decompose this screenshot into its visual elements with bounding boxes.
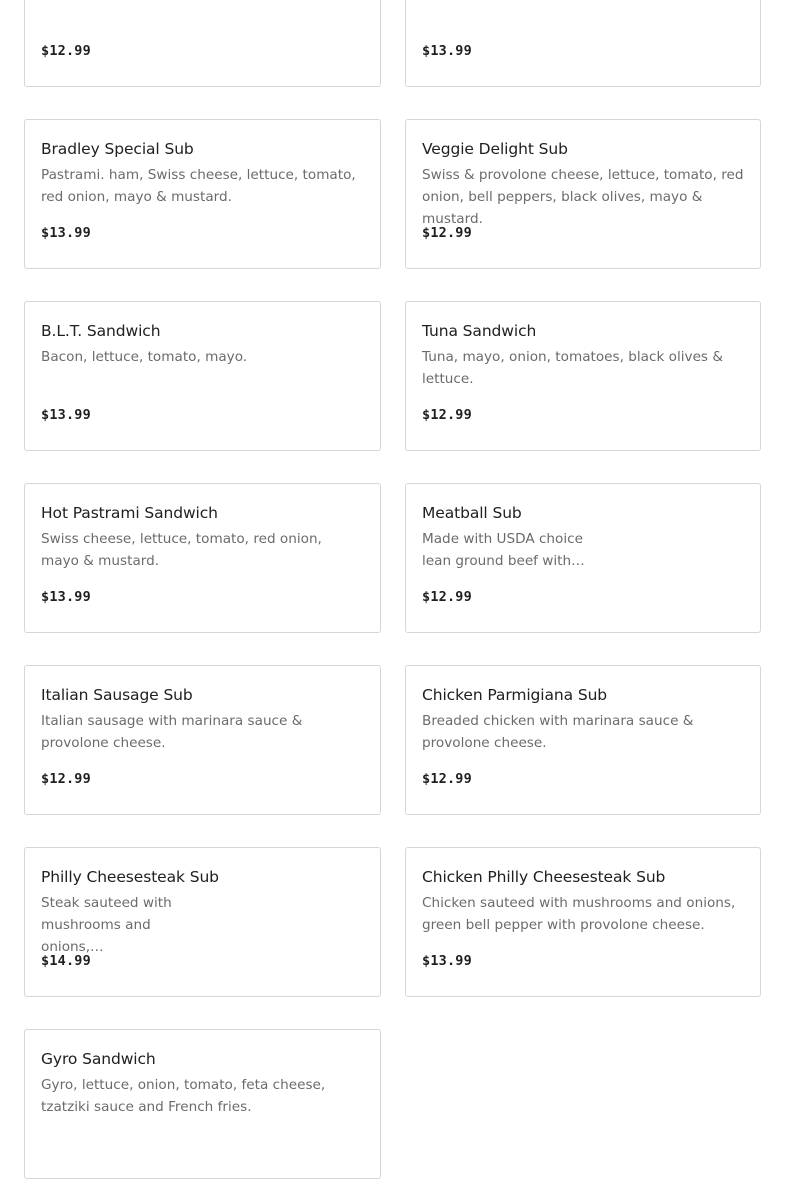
menu-item-name: Chicken Philly Cheesesteak Sub: [422, 868, 666, 886]
menu-item-card-tuna-sandwich[interactable]: [405, 301, 761, 451]
menu-item-description: Made with USDA choice lean ground beef with…: [422, 531, 585, 569]
menu-item-name: Tuna Sandwich: [422, 322, 537, 340]
menu-item-card-blt-sandwich[interactable]: [24, 301, 381, 451]
menu-item-price: $12.99: [422, 589, 472, 605]
menu-item-name: Bradley Special Sub: [41, 140, 194, 158]
menu-item-description: Pastrami. ham, Swiss cheese, lettuce, tomato, red onion, mayo & mustard.: [41, 167, 356, 205]
menu-item-description: Italian sausage with marinara sauce & provolone cheese.: [41, 713, 303, 751]
menu-item-price: $12.99: [422, 407, 472, 423]
menu-item-card[interactable]: [405, 0, 761, 87]
menu-item-card-chicken-parmigiana-sub[interactable]: [405, 665, 761, 815]
menu-item-card-italian-sausage-sub[interactable]: [24, 665, 381, 815]
menu-item-card-chicken-philly-cheesesteak-sub[interactable]: [405, 847, 761, 997]
menu-item-card-veggie-delight-sub[interactable]: [405, 119, 761, 269]
menu-item-name: B.L.T. Sandwich: [41, 322, 161, 340]
menu-item-description: Steak sauteed with mushrooms and onions,…: [41, 895, 172, 955]
menu-item-price: $12.99: [41, 43, 91, 59]
menu-item-description: Swiss cheese, lettuce, tomato, red onion, mayo & mustard.: [41, 531, 322, 569]
menu-item-name: Hot Pastrami Sandwich: [41, 504, 218, 522]
menu-item-card-meatball-sub[interactable]: [405, 483, 761, 633]
menu-item-grid: [24, 0, 761, 1179]
menu-item-description: Swiss & provolone cheese, lettuce, tomato, red onion, bell peppers, black olives, mayo & mustard.: [422, 167, 744, 227]
menu-item-price: $13.99: [41, 407, 91, 423]
menu-item-price: $13.99: [422, 43, 472, 59]
menu-item-description: Tuna, mayo, onion, tomatoes, black olives & lettuce.: [422, 349, 723, 387]
menu-item-description: Breaded chicken with marinara sauce & provolone cheese.: [422, 713, 694, 751]
menu-item-name: Philly Cheesesteak Sub: [41, 868, 219, 886]
menu-item-card-bradley-special-sub[interactable]: [24, 119, 381, 269]
menu-item-price: $12.99: [422, 225, 472, 241]
menu-item-price: $13.99: [41, 225, 91, 241]
menu-item-price: $12.99: [422, 771, 472, 787]
menu-item-card[interactable]: [24, 0, 381, 87]
menu-item-name: Veggie Delight Sub: [422, 140, 568, 158]
menu-item-description: Chicken sauteed with mushrooms and onions, green bell pepper with provolone cheese.: [422, 895, 736, 933]
menu-item-price: $13.99: [422, 953, 472, 969]
menu-item-name: Meatball Sub: [422, 504, 522, 522]
menu-item-price: $12.99: [41, 771, 91, 787]
menu-item-name: Chicken Parmigiana Sub: [422, 686, 608, 704]
menu-item-description: Gyro, lettuce, onion, tomato, feta cheese, tzatziki sauce and French fries.: [41, 1077, 326, 1115]
menu-item-name: Italian Sausage Sub: [41, 686, 193, 704]
menu-item-price: $13.99: [41, 589, 91, 605]
menu-item-name: Gyro Sandwich: [41, 1050, 156, 1068]
menu-item-price: $14.99: [41, 953, 91, 969]
menu-item-card-gyro-sandwich[interactable]: [24, 1029, 381, 1179]
menu-item-description: [41, 0, 364, 6]
menu-item-description: [422, 0, 744, 6]
menu-item-card-philly-cheesesteak-sub[interactable]: [24, 847, 381, 997]
menu-item-card-hot-pastrami-sandwich[interactable]: [24, 483, 381, 633]
menu-item-description: Bacon, lettuce, tomato, mayo.: [41, 349, 248, 365]
